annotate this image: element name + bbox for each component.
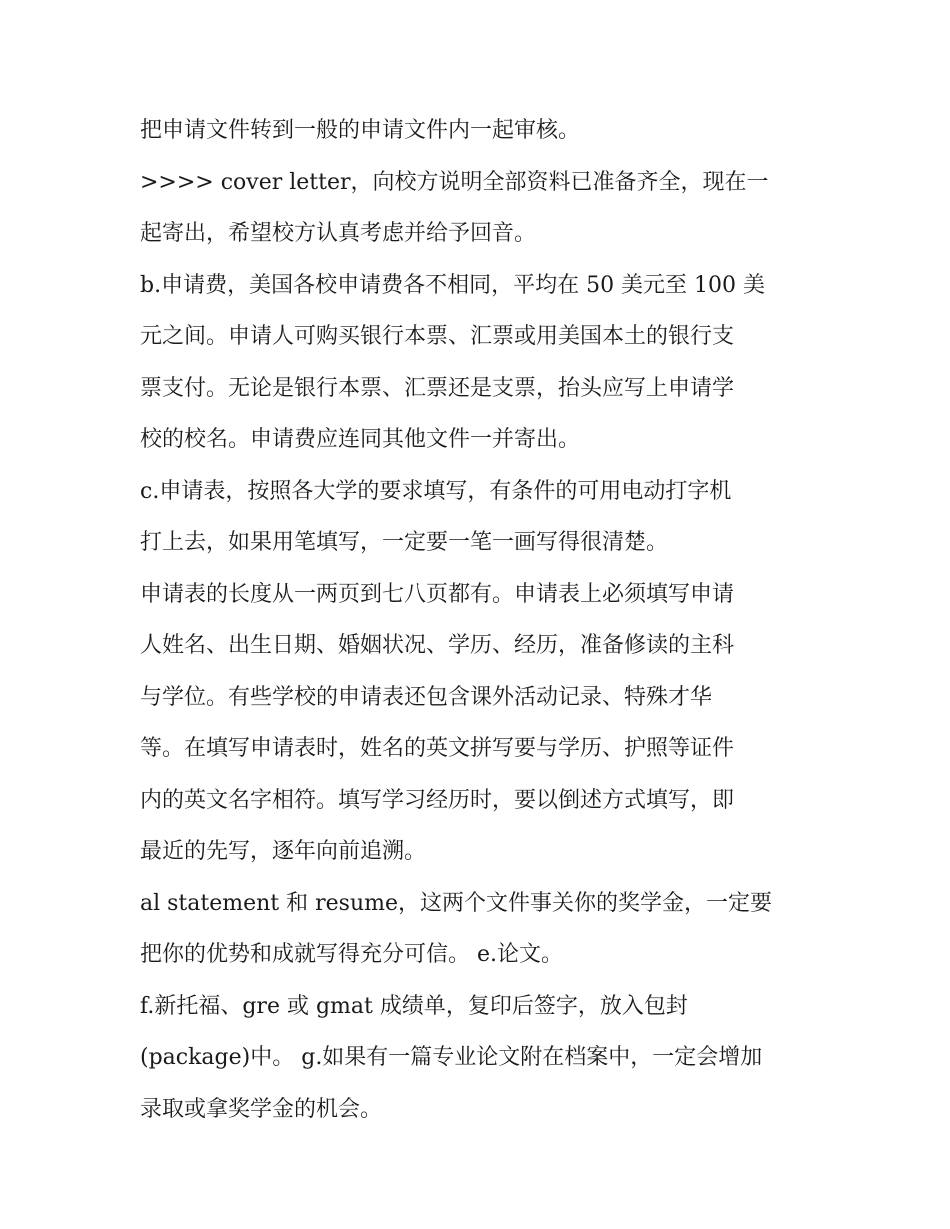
text-line: (package)中。 g.如果有一篇专业论文附在档案中，一定会增加	[140, 1045, 763, 1070]
text-line: 把你的优势和成就写得充分可信。 e.论文。	[140, 942, 564, 967]
text-line: b.申请费，美国各校申请费各不相同，平均在 50 美元至 100 美	[140, 272, 766, 298]
text-line: f.新托福、gre 或 gmat 成绩单，复印后签字，放入包封	[140, 993, 688, 1019]
text-line: 与学位。有些学校的申请表还包含课外活动记录、特殊才华	[140, 684, 713, 710]
text-line: 内的英文名字相符。填写学习经历时，要以倒述方式填写，即	[140, 787, 735, 813]
text-line: >>>> cover letter，向校方说明全部资料已准备齐全，现在一	[140, 169, 769, 195]
text-line: c.申请表，按照各大学的要求填写，有条件的可用电动打字机	[140, 478, 732, 504]
text-line: 最近的先写，逐年向前追溯。	[140, 839, 427, 864]
text-line: 等。在填写申请表时，姓名的英文拼写要与学历、护照等证件	[140, 736, 735, 761]
text-line: 校的校名。申请费应连同其他文件一并寄出。	[140, 427, 581, 452]
text-line: 人姓名、出生日期、婚姻状况、学历、经历，准备修读的主科	[140, 633, 735, 658]
text-line: 把申请文件转到一般的申请文件内一起审核。	[140, 118, 581, 143]
text-line: al statement 和 resume，这两个文件事关你的奖学金，一定要	[140, 890, 773, 916]
text-line: 元之间。申请人可购买银行本票、汇票或用美国本土的银行支	[140, 324, 735, 349]
document-body	[140, 105, 820, 1135]
text-line: 录取或拿奖学金的机会。	[140, 1096, 383, 1122]
text-line: 申请表的长度从一两页到七八页都有。申请表上必须填写申请	[140, 581, 735, 607]
text-line: 打上去，如果用笔填写，一定要一笔一画写得很清楚。	[140, 530, 669, 555]
text-line: 起寄出，希望校方认真考虑并给予回音。	[140, 221, 537, 246]
text-line: 票支付。无论是银行本票、汇票还是支票，抬头应写上申请学	[140, 375, 735, 401]
